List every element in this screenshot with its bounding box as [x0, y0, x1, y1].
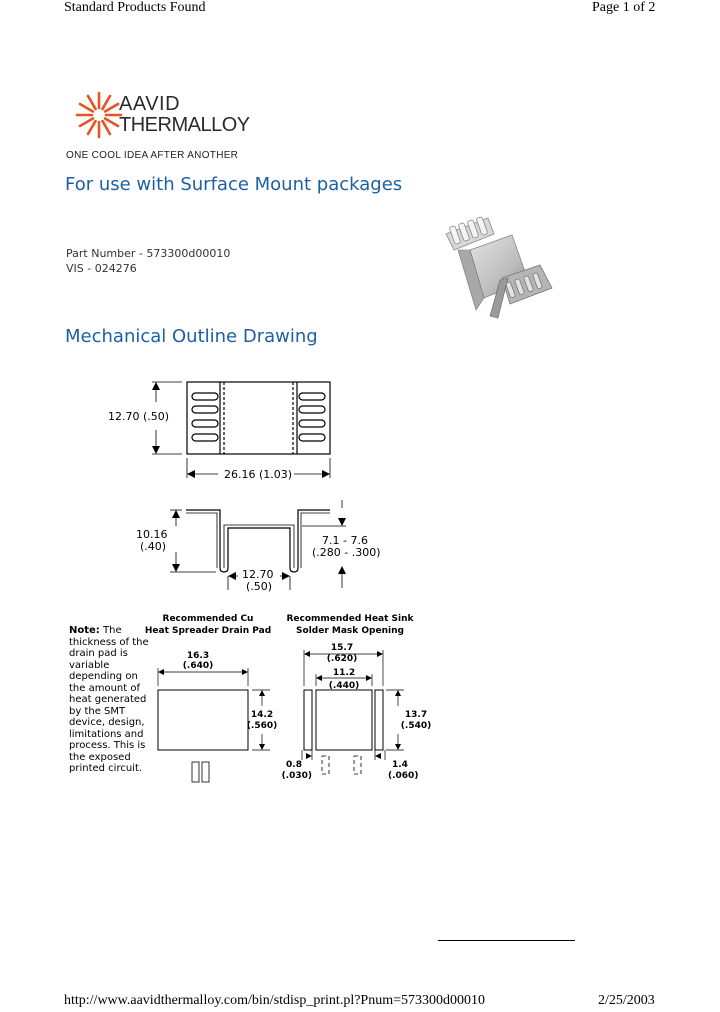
- mask-title-2: Solder Mask Opening: [296, 626, 404, 636]
- top-view-height-label: 12.70 (.50): [108, 410, 170, 423]
- side-view-range-in: (.280 - .300): [312, 546, 381, 559]
- mask-height-mm: 13.7: [404, 710, 428, 720]
- brand-name-line1: AAVID: [119, 93, 181, 115]
- cu-pad-width-in: (.640): [182, 661, 214, 671]
- brand-name-line2: THERMALLOY: [119, 114, 250, 136]
- heat-sink-photo: [440, 210, 560, 320]
- side-view-width-mm: 12.70: [242, 568, 274, 581]
- sunburst-logo-icon: [74, 90, 124, 140]
- mask-title-1: Recommended Heat Sink: [286, 614, 414, 624]
- print-header-title: Standard Products Found: [64, 0, 206, 15]
- side-view-drawing: [130, 498, 390, 598]
- cu-pad-title-1: Recommended Cu: [162, 614, 254, 624]
- side-view-height-mm: 10.16: [136, 528, 168, 541]
- print-footer-date: 2/25/2003: [598, 993, 655, 1008]
- mask-outer-in: (.620): [326, 654, 358, 664]
- mask-left-mm: 0.8: [286, 760, 302, 770]
- cu-pad-width-mm: 16.3: [186, 651, 210, 661]
- brand-tagline: ONE COOL IDEA AFTER ANOTHER: [66, 150, 239, 161]
- mask-left-in: (.030): [281, 771, 312, 781]
- mask-inner-in: (.440): [328, 681, 360, 691]
- note-text: The thickness of the drain pad is variable depending on the amount of heat generated by the SMT device, design, limitations and process. This is the exposed printed circuit.: [69, 625, 149, 774]
- mask-height-in: (.540): [400, 721, 432, 731]
- drain-pad-note: [69, 625, 149, 775]
- note-label: Note:: [69, 625, 100, 636]
- side-view-range-mm: 7.1 - 7.6: [322, 534, 368, 547]
- print-header-page: Page 1 of 2: [592, 0, 656, 15]
- side-view-width-in: (.50): [246, 580, 273, 593]
- mask-right-mm: 1.4: [392, 760, 408, 770]
- mask-inner-mm: 11.2: [332, 668, 356, 678]
- mask-right-in: (.060): [388, 771, 419, 781]
- product-headline: For use with Surface Mount packages: [65, 174, 403, 195]
- solder-mask-drawing: [280, 610, 440, 790]
- vis-number: VIS - 024276: [66, 262, 137, 275]
- divider-line: [438, 940, 575, 941]
- side-view-height-in: (.40): [140, 540, 167, 553]
- mask-outer-mm: 15.7: [330, 643, 354, 653]
- cu-pad-height-mm: 14.2: [250, 710, 274, 720]
- brand-logo: [66, 88, 266, 166]
- print-footer-url: http://www.aavidthermalloy.com/bin/stdisp_print.pl?Pnum=573300d00010: [64, 993, 485, 1008]
- cu-pad-height-in: (.560): [246, 721, 278, 731]
- top-view-width-label: 26.16 (1.03): [224, 468, 293, 481]
- top-view-drawing: [100, 370, 360, 490]
- section-title: Mechanical Outline Drawing: [65, 326, 318, 347]
- cu-pad-title-2: Heat Spreader Drain Pad: [144, 626, 272, 636]
- cu-pad-drawing: [140, 610, 280, 790]
- part-number: Part Number - 573300d00010: [66, 247, 231, 260]
